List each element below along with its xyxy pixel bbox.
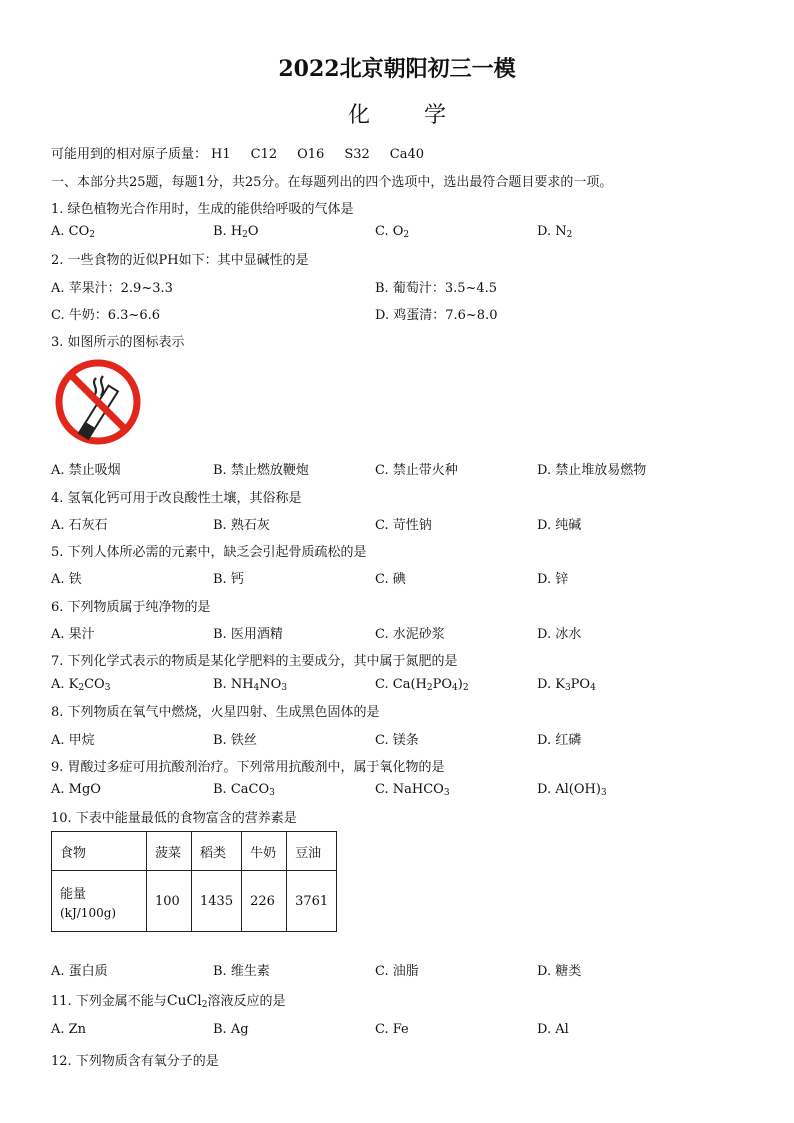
question-3-options [51,459,751,477]
question-9-options [51,782,751,800]
question-4-options [51,514,751,532]
option-c[interactable]: C. 水泥砂浆 [375,627,445,642]
table-row-label: 能量 (kJ/100g) [52,871,147,932]
option-d[interactable]: D. 纯碱 [537,518,582,533]
question-8-options [51,729,751,747]
table-header-cell: 豆油 [287,832,337,871]
option-b[interactable]: B. 熟石灰 [213,518,270,533]
option-a[interactable]: A. 石灰石 [51,518,108,533]
atomic-masses [51,143,444,162]
no-smoking-sign-icon [52,356,144,448]
table-cell: 100 [147,871,192,932]
question-6-stem: 6. 下列物质属于纯净物的是 [51,600,211,615]
table-cell: 1435 [192,871,242,932]
option-c[interactable]: C. Fe [375,1022,409,1037]
table-header-cell: 牛奶 [242,832,287,871]
option-c[interactable]: C. 苛性钠 [375,518,432,533]
option-a[interactable]: A. 蛋白质 [51,964,108,979]
table-header-row [52,832,337,871]
option-a[interactable]: A. $K_2CO_3$ [51,677,111,693]
option-c[interactable]: C. 碘 [375,572,406,587]
question-11-stem: 11. 下列金属不能与CuCl$_2$溶液反应的是 [51,993,286,1010]
option-d[interactable]: D. $K_3PO_4$ [537,677,596,693]
option-c[interactable]: C. 牛奶：6.3~6.6 [51,308,160,323]
option-d[interactable]: D. $Al(OH)_3$ [537,782,607,798]
question-5-stem: 5. 下列人体所必需的元素中，缺乏会引起骨质疏松的是 [51,545,367,560]
table-row [52,871,337,932]
subject-char-2: 学 [424,103,447,128]
question-7-stem: 7. 下列化学式表示的物质是某化学肥料的主要成分，其中属于氮肥的是 [51,654,458,669]
option-a[interactable]: A. $CO_2$ [51,224,95,240]
question-6-options [51,623,751,641]
question-12-stem: 12. 下列物质含有氧分子的是 [51,1054,219,1069]
question-5-options [51,568,751,586]
option-b[interactable]: B. $NH_4NO_3$ [213,677,288,693]
option-b[interactable]: B. 钙 [213,572,244,587]
option-d[interactable]: D. Al [537,1022,569,1037]
question-10-options [51,960,751,978]
mass-o: O16 [297,147,325,162]
food-energy-table [51,831,337,932]
option-a[interactable]: A. 铁 [51,572,82,587]
option-b[interactable]: B. CaCO$_3$ [213,782,275,798]
option-d[interactable]: D. 锌 [537,572,569,587]
option-a[interactable]: A. MgO [51,782,101,797]
mass-ca: Ca40 [389,147,425,162]
question-4-stem: 4. 氢氧化钙可用于改良酸性土壤，其俗称是 [51,491,302,506]
table-cell: 3761 [287,871,337,932]
option-d[interactable]: D. 鸡蛋清：7.6~8.0 [375,308,498,323]
question-9-stem: 9. 胃酸过多症可用抗酸剂治疗。下列常用抗酸剂中，属于氧化物的是 [51,760,445,775]
subject-title [0,98,794,129]
option-c[interactable]: C. $Ca(H_2PO_4)_2$ [375,677,469,693]
option-d[interactable]: D. 红磷 [537,733,582,748]
option-c[interactable]: C. NaHCO$_3$ [375,782,450,798]
section-instructions: 一、本部分共25题，每题1分，共25分。在每题列出的四个选项中，选出最符合题目要求的一项。 [51,175,613,190]
question-1-options [51,224,751,242]
option-a[interactable]: A. 甲烷 [51,733,95,748]
option-b[interactable]: B. 铁丝 [213,733,257,748]
option-c[interactable]: C. $O_2$ [375,224,410,240]
option-d[interactable]: D. 禁止堆放易燃物 [537,463,647,478]
question-11-options [51,1022,751,1040]
option-b[interactable]: B. 禁止燃放鞭炮 [213,463,309,478]
table-header-cell: 菠菜 [147,832,192,871]
option-d[interactable]: D. 冰水 [537,627,582,642]
option-c[interactable]: C. 禁止带火种 [375,463,458,478]
question-8-stem: 8. 下列物质在氧气中燃烧，火星四射、生成黑色固体的是 [51,705,380,720]
option-a[interactable]: A. 果汁 [51,627,95,642]
option-a[interactable]: A. Zn [51,1022,87,1037]
option-b[interactable]: B. 葡萄汁：3.5~4.5 [375,281,498,296]
question-2-stem: 2. 一些食物的近似PH如下：其中显碱性的是 [51,253,309,268]
option-b[interactable]: B. $H_2O$ [213,224,259,240]
option-d[interactable]: D. $N_2$ [537,224,573,240]
option-a[interactable]: A. 苹果汁：2.9~3.3 [51,281,173,296]
option-d[interactable]: D. 糖类 [537,964,582,979]
option-b[interactable]: B. Ag [213,1022,249,1037]
table-header-cell: 稻类 [192,832,242,871]
question-3-stem: 3. 如图所示的图标表示 [51,335,185,350]
question-10-stem: 10. 下表中能量最低的食物富含的营养素是 [51,811,297,826]
option-b[interactable]: B. 医用酒精 [213,627,283,642]
option-a[interactable]: A. 禁止吸烟 [51,463,121,478]
exam-title: 2022北京朝阳初三一模 [278,56,516,82]
option-b[interactable]: B. 维生素 [213,964,270,979]
question-1-stem: 1. 绿色植物光合作用时，生成的能供给呼吸的气体是 [51,202,354,217]
table-header-cell: 食物 [52,832,147,871]
subject-char-1: 化 [347,103,370,128]
option-c[interactable]: C. 油脂 [375,964,419,979]
mass-s: S32 [344,147,370,162]
option-c[interactable]: C. 镁条 [375,733,419,748]
atomic-masses-label: 可能用到的相对原子质量： [51,147,208,162]
mass-c: C12 [250,147,278,162]
table-cell: 226 [242,871,287,932]
mass-h: H1 [211,147,231,162]
question-7-options [51,677,751,695]
